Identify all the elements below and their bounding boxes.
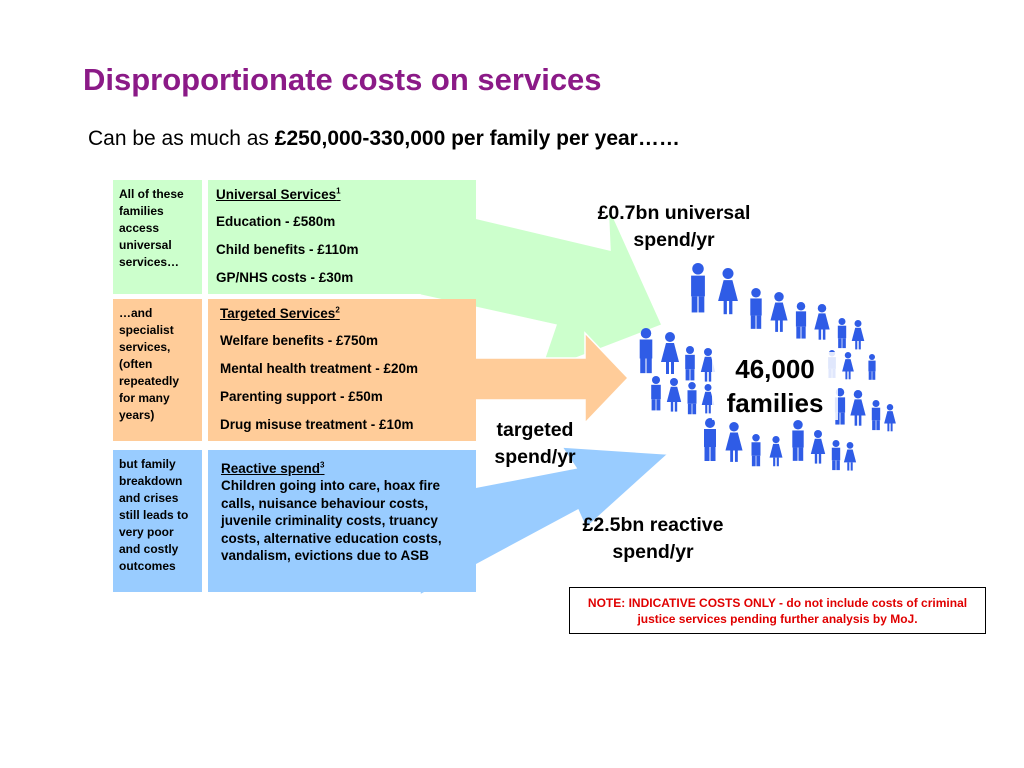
universal-spend-callout: £0.7bn universal spend/yr [597,202,751,251]
disclaimer-note: NOTE: INDICATIVE COSTS ONLY - do not include costs of criminal justice services pending further analysis by MoJ. [569,587,986,634]
person-icon [850,390,865,426]
person-icon [832,440,840,470]
universal-line: Child benefits - £110m [216,242,359,257]
targeted-line: Mental health treatment - £20m [220,361,419,376]
subtitle-emphasis: £250,000-330,000 per family per year…… [274,127,680,150]
person-icon [844,442,856,471]
families-count: 46,000 [735,354,815,384]
person-icon [750,288,761,329]
reactive-side-text: but family breakdown and crises still leads to very poor and costly outcomes [119,457,189,573]
targeted-side-text: …and specialist services, (often repeatedly for many years) [119,306,180,422]
targeted-line: Drug misuse treatment - £10m [220,417,414,432]
universal-side-note [113,180,202,294]
person-icon [868,354,875,380]
person-icon [796,302,806,339]
page-subtitle [88,127,680,151]
targeted-line: Welfare benefits - £750m [220,333,379,348]
subtitle-prefix: Can be as much as [88,127,275,150]
person-icon [725,422,742,462]
reactive-spend-callout: £2.5bn reactive spend/yr [582,514,724,563]
person-icon [661,332,679,374]
page-title: Disproportionate costs on services [83,62,602,97]
universal-side-text: All of these families access universal services… [119,187,184,269]
reactive-body: Children going into care, hoax fire calls, nuisance behaviour costs, juvenile criminality costs, truancy costs, alternative education costs, vandalism, evictions due to ASB [221,478,442,563]
person-icon [685,346,695,380]
universal-line: GP/NHS costs - £30m [216,270,354,285]
person-icon [770,436,783,466]
targeted-services-box [208,299,476,441]
person-icon [792,420,803,461]
targeted-side-note [113,299,202,441]
targeted-heading: Targeted Services$^2$ [220,305,340,321]
universal-heading: Universal Services$^1$ [216,186,341,202]
targeted-spend-callout: targeted spend/yr [494,419,576,468]
person-icon [691,263,705,312]
reactive-side-note [113,450,202,592]
person-icon [838,318,846,348]
person-icon [770,292,787,332]
targeted-line: Parenting support - £50m [220,389,383,404]
families-count-label [712,352,838,420]
universal-services-box [208,180,476,294]
families-word: families [726,388,824,418]
person-icon [852,320,865,349]
person-icon [640,328,653,373]
person-icon [667,378,681,412]
person-icon [814,304,829,340]
person-icon [872,400,880,430]
universal-line: Education - £580m [216,214,336,229]
reactive-spend-box [208,450,476,592]
person-icon [718,268,738,314]
person-icon [704,418,716,461]
reactive-heading: Reactive spend$^3$ [221,460,325,476]
person-icon [884,404,896,431]
person-icon [811,430,825,464]
person-icon [651,376,661,410]
person-icon [688,382,697,414]
person-icon [842,352,854,379]
person-icon [752,434,761,466]
